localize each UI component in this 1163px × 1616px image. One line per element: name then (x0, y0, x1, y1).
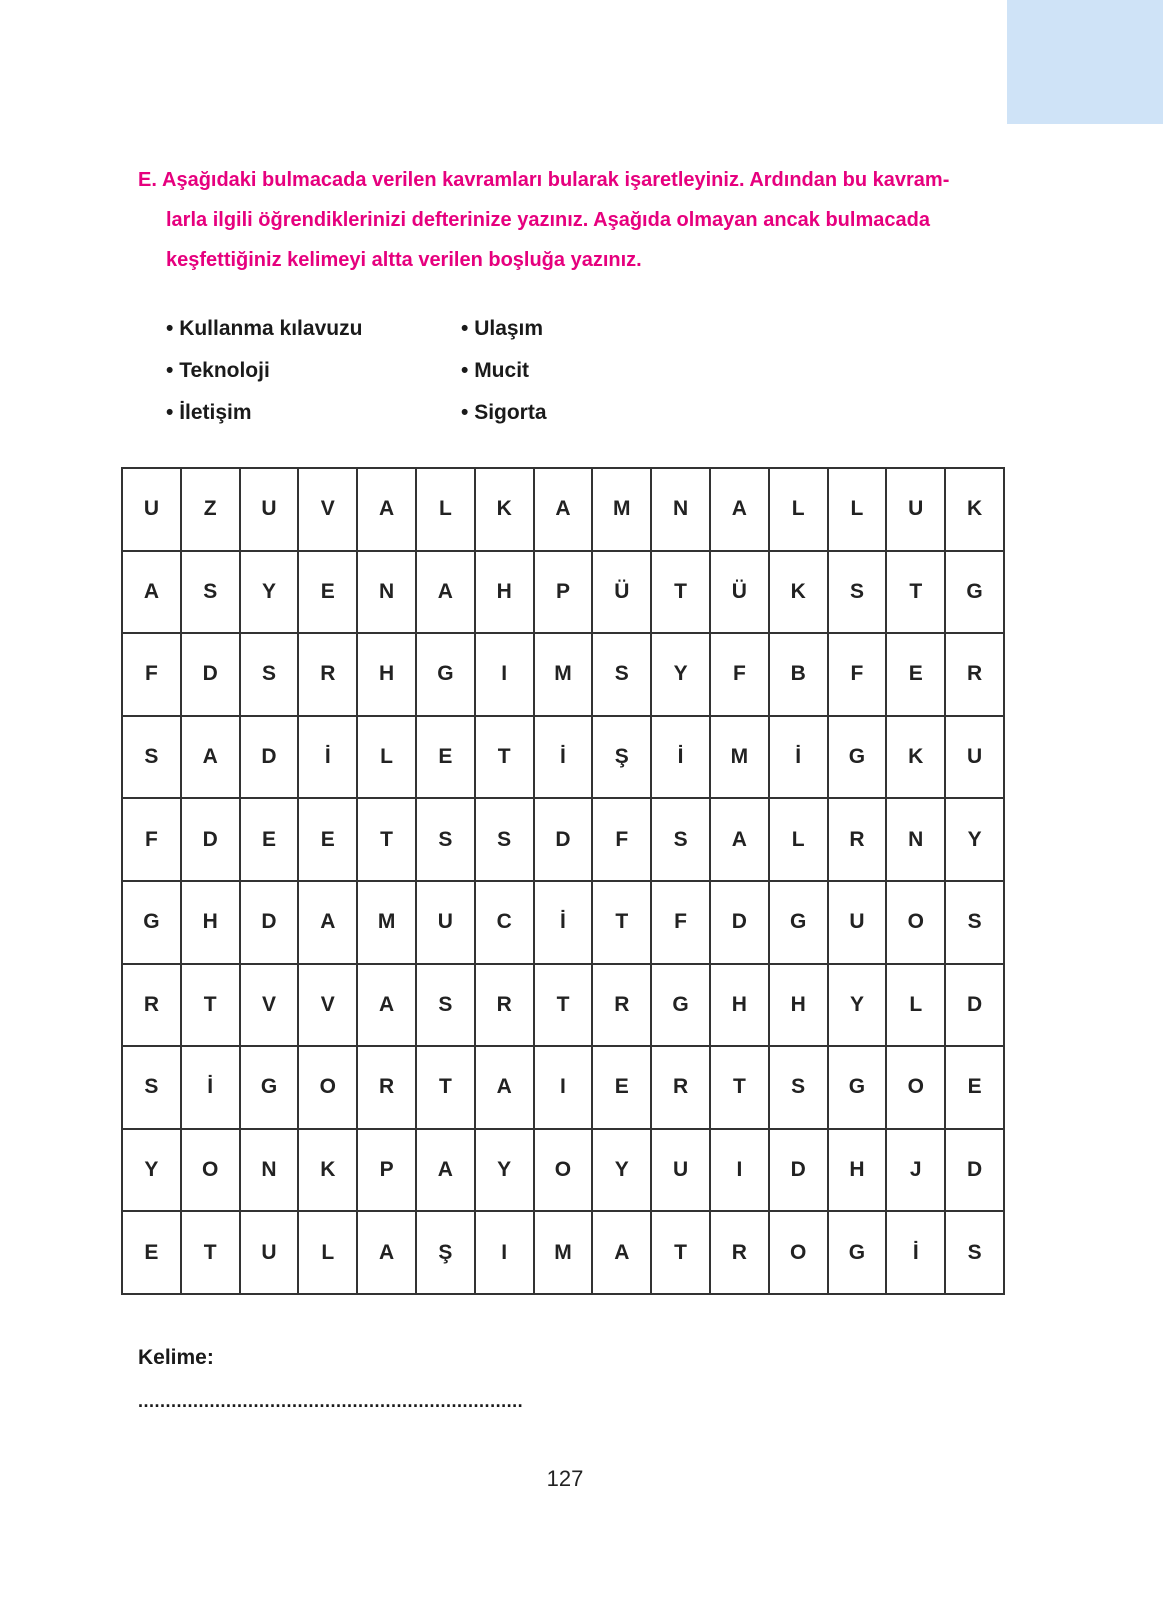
grid-cell[interactable]: G (122, 881, 181, 964)
grid-cell[interactable]: O (886, 881, 945, 964)
grid-cell[interactable]: H (357, 633, 416, 716)
grid-cell[interactable]: R (651, 1046, 710, 1129)
grid-cell[interactable]: Ü (710, 551, 769, 634)
grid-cell[interactable]: D (769, 1129, 828, 1212)
grid-cell[interactable]: G (945, 551, 1004, 634)
word-search-grid (121, 467, 1005, 1295)
instruction-letter: E. (138, 169, 157, 191)
grid-cell[interactable]: Z (181, 468, 240, 551)
grid-row (122, 1211, 1004, 1294)
grid-cell[interactable]: A (475, 1046, 534, 1129)
grid-cell[interactable]: İ (769, 716, 828, 799)
grid-cell[interactable]: T (181, 1211, 240, 1294)
instruction-text (138, 160, 1010, 280)
grid-cell[interactable]: T (651, 551, 710, 634)
grid-cell[interactable]: A (357, 1211, 416, 1294)
grid-cell[interactable]: R (298, 633, 357, 716)
grid-cell[interactable]: K (475, 468, 534, 551)
grid-cell[interactable]: M (534, 633, 593, 716)
grid-cell[interactable]: G (828, 716, 887, 799)
grid-cell[interactable]: İ (298, 716, 357, 799)
grid-cell[interactable]: Y (945, 798, 1004, 881)
grid-cell[interactable]: İ (651, 716, 710, 799)
grid-cell[interactable]: N (240, 1129, 299, 1212)
grid-cell[interactable]: A (534, 468, 593, 551)
grid-cell[interactable]: E (298, 551, 357, 634)
grid-cell[interactable]: S (592, 633, 651, 716)
grid-cell[interactable]: İ (886, 1211, 945, 1294)
concept-list (166, 308, 686, 434)
grid-cell[interactable]: T (534, 964, 593, 1047)
grid-cell[interactable]: R (945, 633, 1004, 716)
grid-cell[interactable]: U (240, 468, 299, 551)
grid-cell[interactable]: L (416, 468, 475, 551)
grid-cell[interactable]: F (122, 798, 181, 881)
grid-cell[interactable]: S (828, 551, 887, 634)
grid-cell[interactable]: N (357, 551, 416, 634)
grid-row (122, 468, 1004, 551)
grid-cell[interactable]: R (475, 964, 534, 1047)
concept-item: • Sigorta (461, 392, 686, 434)
grid-cell[interactable]: E (886, 633, 945, 716)
grid-cell[interactable]: G (828, 1211, 887, 1294)
grid-cell[interactable]: R (828, 798, 887, 881)
grid-cell[interactable]: F (592, 798, 651, 881)
grid-cell[interactable]: T (357, 798, 416, 881)
grid-cell[interactable]: K (298, 1129, 357, 1212)
grid-cell[interactable]: G (240, 1046, 299, 1129)
grid-cell[interactable]: S (416, 964, 475, 1047)
concept-item: • Ulaşım (461, 308, 686, 350)
grid-cell[interactable]: L (357, 716, 416, 799)
corner-tab (1007, 0, 1163, 124)
grid-cell[interactable]: J (886, 1129, 945, 1212)
grid-cell[interactable]: Y (828, 964, 887, 1047)
grid-cell[interactable]: U (886, 468, 945, 551)
grid-cell[interactable]: R (357, 1046, 416, 1129)
grid-cell[interactable]: O (886, 1046, 945, 1129)
grid-cell[interactable]: T (592, 881, 651, 964)
grid-cell[interactable]: İ (181, 1046, 240, 1129)
grid-cell[interactable]: K (769, 551, 828, 634)
grid-cell[interactable]: V (298, 964, 357, 1047)
grid-row (122, 964, 1004, 1047)
grid-cell[interactable]: S (240, 633, 299, 716)
grid-row (122, 1129, 1004, 1212)
grid-cell[interactable]: Y (240, 551, 299, 634)
grid-cell[interactable]: T (710, 1046, 769, 1129)
grid-cell[interactable]: Y (651, 633, 710, 716)
grid-cell[interactable]: L (298, 1211, 357, 1294)
grid-cell[interactable]: D (945, 964, 1004, 1047)
grid-cell[interactable]: M (592, 468, 651, 551)
concept-item: • Kullanma kılavuzu (166, 308, 461, 350)
grid-row (122, 1046, 1004, 1129)
grid-cell[interactable]: S (181, 551, 240, 634)
grid-cell[interactable]: A (122, 551, 181, 634)
concept-item: • Mucit (461, 350, 686, 392)
grid-cell[interactable]: R (592, 964, 651, 1047)
grid-cell[interactable]: T (416, 1046, 475, 1129)
grid-cell[interactable]: D (710, 881, 769, 964)
grid-cell[interactable]: S (416, 798, 475, 881)
grid-cell[interactable]: H (828, 1129, 887, 1212)
grid-cell[interactable]: G (828, 1046, 887, 1129)
grid-cell[interactable]: N (651, 468, 710, 551)
grid-cell[interactable]: L (769, 798, 828, 881)
grid-cell[interactable]: E (298, 798, 357, 881)
grid-cell[interactable]: Y (475, 1129, 534, 1212)
grid-row (122, 551, 1004, 634)
grid-cell[interactable]: T (475, 716, 534, 799)
grid-cell[interactable]: D (181, 633, 240, 716)
grid-cell[interactable]: L (769, 468, 828, 551)
grid-cell[interactable]: S (769, 1046, 828, 1129)
answer-blank[interactable]: ...................................................................... (138, 1391, 524, 1411)
grid-cell[interactable]: A (181, 716, 240, 799)
grid-cell[interactable]: S (475, 798, 534, 881)
grid-cell[interactable]: F (651, 881, 710, 964)
grid-cell[interactable]: A (416, 551, 475, 634)
grid-row (122, 716, 1004, 799)
grid-cell[interactable]: E (122, 1211, 181, 1294)
grid-cell[interactable]: D (240, 881, 299, 964)
grid-cell[interactable]: G (416, 633, 475, 716)
grid-cell[interactable]: D (534, 798, 593, 881)
grid-cell[interactable]: A (416, 1129, 475, 1212)
grid-cell[interactable]: D (240, 716, 299, 799)
instruction-line-1: Aşağıdaki bulmacada verilen kavramları bularak işaretleyiniz. Ardından bu kavram- (162, 169, 950, 191)
grid-cell[interactable]: M (710, 716, 769, 799)
grid-cell[interactable]: Ü (592, 551, 651, 634)
grid-cell[interactable]: U (122, 468, 181, 551)
grid-cell[interactable]: K (886, 716, 945, 799)
grid-cell[interactable]: G (651, 964, 710, 1047)
concept-item: • İletişim (166, 392, 461, 434)
page-number: 127 (546, 1466, 584, 1491)
grid-cell[interactable]: O (181, 1129, 240, 1212)
grid-row (122, 633, 1004, 716)
grid-cell[interactable]: C (475, 881, 534, 964)
grid-cell[interactable]: F (122, 633, 181, 716)
grid-cell[interactable]: K (945, 468, 1004, 551)
grid-cell[interactable]: R (710, 1211, 769, 1294)
grid-cell[interactable]: U (945, 716, 1004, 799)
grid-cell[interactable]: O (534, 1129, 593, 1212)
grid-cell[interactable]: V (240, 964, 299, 1047)
grid-cell[interactable]: A (592, 1211, 651, 1294)
instruction-line-2: larla ilgili öğrendiklerinizi defterinize yazınız. Aşağıda olmayan ancak bulmacada (166, 209, 930, 231)
grid-cell[interactable]: Y (592, 1129, 651, 1212)
grid-cell[interactable]: D (181, 798, 240, 881)
grid-cell[interactable]: H (710, 964, 769, 1047)
grid-cell[interactable]: L (828, 468, 887, 551)
grid-cell[interactable]: T (181, 964, 240, 1047)
grid-cell[interactable]: F (828, 633, 887, 716)
grid-cell[interactable]: S (945, 1211, 1004, 1294)
grid-cell[interactable]: T (651, 1211, 710, 1294)
grid-cell[interactable]: G (769, 881, 828, 964)
grid-cell[interactable]: Y (122, 1129, 181, 1212)
grid-cell[interactable]: H (475, 551, 534, 634)
grid-cell[interactable]: M (534, 1211, 593, 1294)
grid-cell[interactable]: T (886, 551, 945, 634)
grid-cell[interactable]: E (945, 1046, 1004, 1129)
grid-cell[interactable]: İ (534, 716, 593, 799)
grid-cell[interactable]: I (475, 1211, 534, 1294)
instruction-line-3: keşfettiğiniz kelimeyi altta verilen boşluğa yazınız. (166, 249, 642, 271)
grid-cell[interactable]: U (651, 1129, 710, 1212)
grid-cell[interactable]: S (122, 716, 181, 799)
grid-row (122, 798, 1004, 881)
grid-cell[interactable]: B (769, 633, 828, 716)
grid-cell[interactable]: O (298, 1046, 357, 1129)
grid-cell[interactable]: I (534, 1046, 593, 1129)
grid-cell[interactable]: O (769, 1211, 828, 1294)
grid-cell[interactable]: U (240, 1211, 299, 1294)
grid-cell[interactable]: V (298, 468, 357, 551)
grid-row (122, 881, 1004, 964)
grid-cell[interactable]: E (592, 1046, 651, 1129)
grid-cell[interactable]: L (886, 964, 945, 1047)
grid-cell[interactable]: A (710, 468, 769, 551)
grid-cell[interactable]: Ş (592, 716, 651, 799)
grid-cell[interactable]: A (710, 798, 769, 881)
grid-cell[interactable]: H (769, 964, 828, 1047)
grid-cell[interactable]: Ş (416, 1211, 475, 1294)
grid-cell[interactable]: I (475, 633, 534, 716)
grid-cell[interactable]: U (416, 881, 475, 964)
grid-cell[interactable]: A (298, 881, 357, 964)
grid-cell[interactable]: P (357, 1129, 416, 1212)
grid-cell[interactable]: N (886, 798, 945, 881)
grid-cell[interactable]: E (416, 716, 475, 799)
grid-cell[interactable]: R (122, 964, 181, 1047)
grid-cell[interactable]: S (122, 1046, 181, 1129)
grid-cell[interactable]: U (828, 881, 887, 964)
grid-cell[interactable]: S (945, 881, 1004, 964)
grid-cell[interactable]: P (534, 551, 593, 634)
grid-cell[interactable]: A (357, 964, 416, 1047)
grid-cell[interactable]: İ (534, 881, 593, 964)
grid-cell[interactable]: E (240, 798, 299, 881)
grid-cell[interactable]: A (357, 468, 416, 551)
grid-cell[interactable]: H (181, 881, 240, 964)
grid-cell[interactable]: D (945, 1129, 1004, 1212)
grid-cell[interactable]: S (651, 798, 710, 881)
grid-cell[interactable]: M (357, 881, 416, 964)
grid-cell[interactable]: F (710, 633, 769, 716)
grid-cell[interactable]: I (710, 1129, 769, 1212)
answer-label: Kelime: (138, 1346, 214, 1369)
concept-item: • Teknoloji (166, 350, 461, 392)
